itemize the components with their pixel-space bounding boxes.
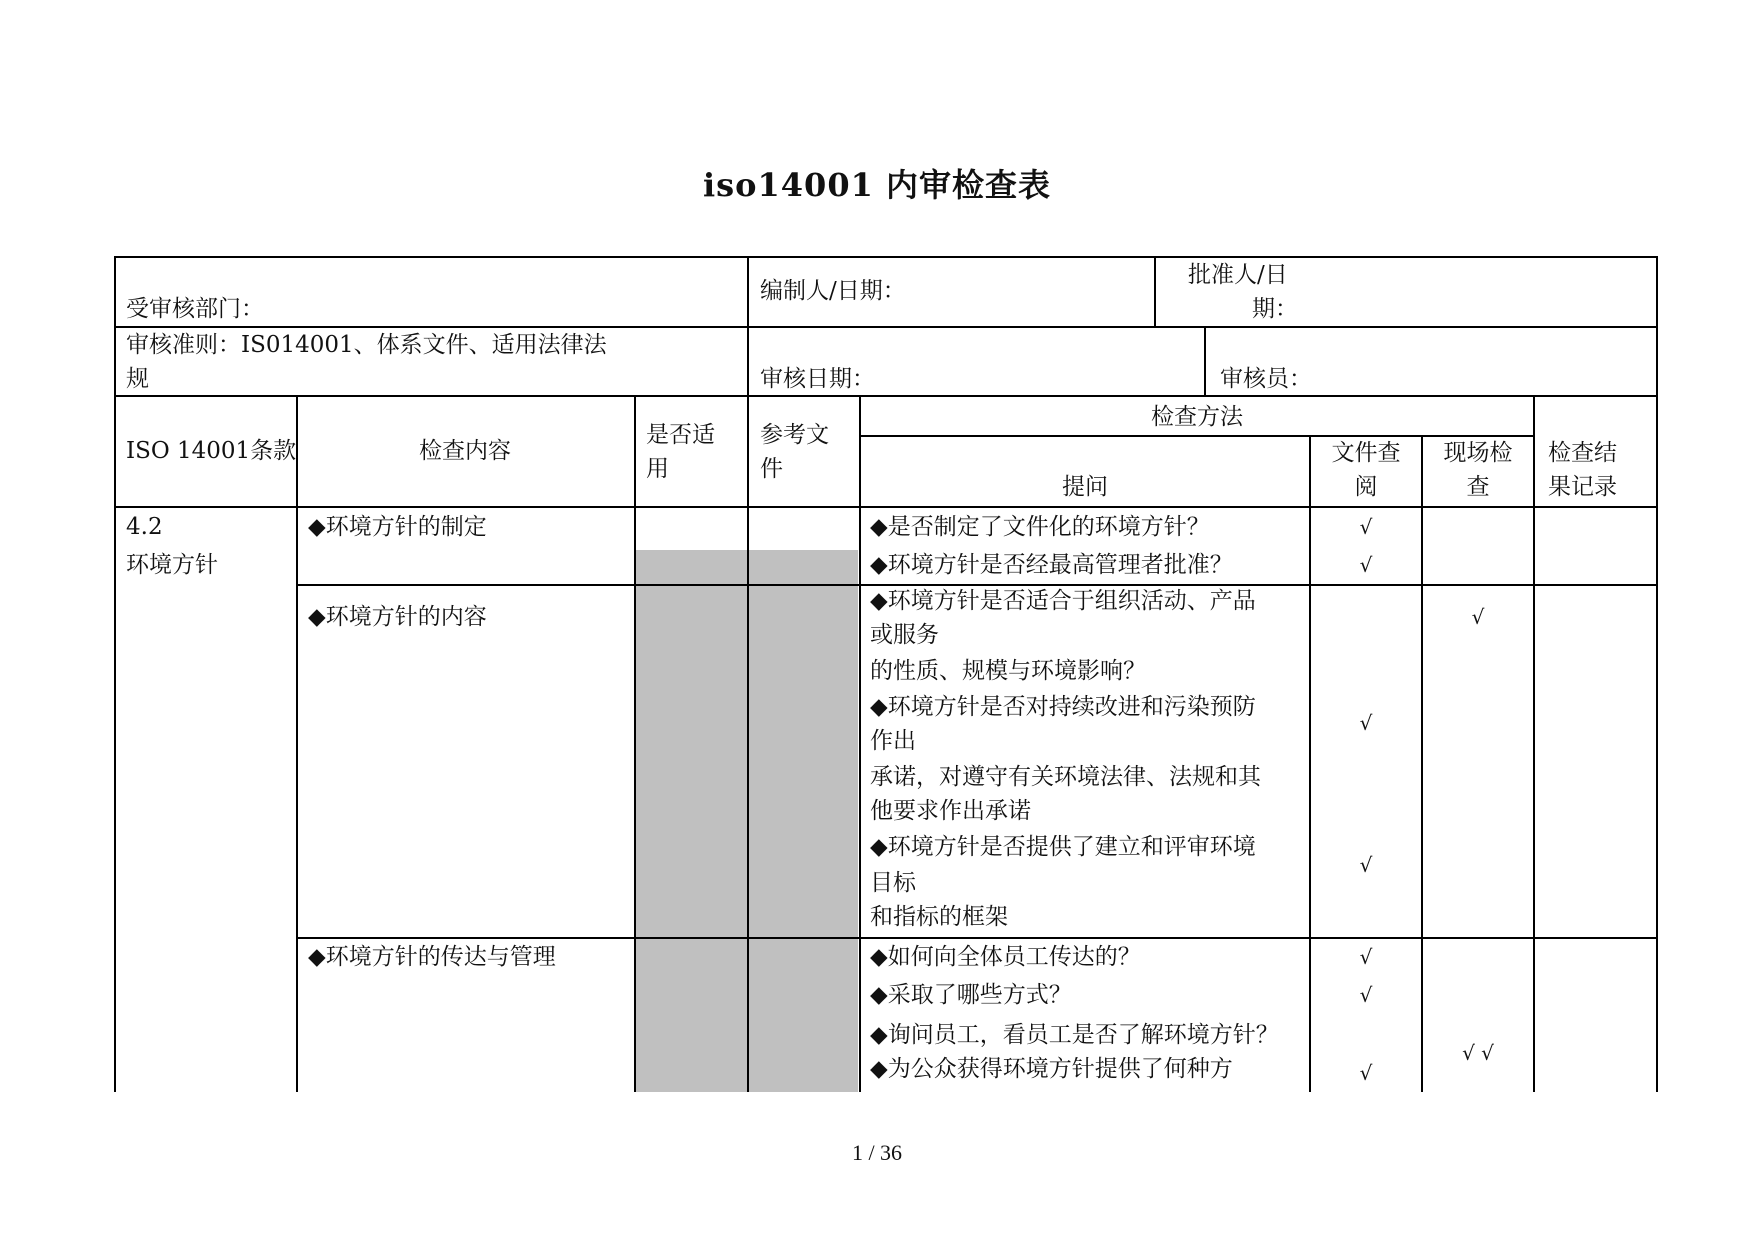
table-divider [1204, 326, 1206, 396]
question-text: ◆环境方针是否适合于组织活动、产品 [870, 588, 1256, 614]
clause-name: 环境方针 [126, 552, 218, 578]
doc-review-check: √ [1359, 983, 1373, 1007]
question-text: ◆是否制定了文件化的环境方针？ [870, 514, 1210, 540]
question-text: 他要求作出承诺 [870, 798, 1031, 824]
audit-date-label: 审核日期： [760, 366, 875, 392]
table-divider [747, 550, 749, 1092]
editor-label: 编制人/日期： [760, 278, 906, 304]
column-header-ref-doc: 参考文 [760, 422, 829, 448]
table-divider [747, 256, 749, 396]
column-header-applicable: 是否适 [646, 422, 715, 448]
dept-label: 受审核部门： [126, 296, 264, 322]
column-header-applicable: 用 [646, 456, 669, 482]
column-header-clause: ISO 14001条款 [126, 438, 297, 464]
question-text: ◆采取了哪些方式？ [870, 982, 1072, 1008]
site-check-mark: √ √ [1462, 1041, 1494, 1065]
column-header-question: 提问 [1062, 474, 1108, 500]
question-text: ◆询问员工，看员工是否了解环境方针？ [870, 1022, 1279, 1048]
table-border-right [1656, 256, 1658, 1092]
question-text: ◆如何向全体员工传达的？ [870, 944, 1141, 970]
check-content: ◆环境方针的传达与管理 [308, 944, 556, 970]
column-header-content: 检查内容 [419, 438, 511, 464]
table-border-top [114, 256, 1657, 258]
column-header-site-check: 查 [1466, 474, 1490, 500]
table-border-left [114, 256, 116, 1092]
column-header-method: 检查方法 [1151, 404, 1243, 430]
table-divider [296, 395, 298, 1092]
approver-label: 期： [1252, 296, 1298, 322]
criteria-label: 规 [126, 366, 149, 392]
doc-review-check: √ [1359, 853, 1373, 877]
auditor-label: 审核员： [1220, 366, 1312, 392]
page-number: 1 / 36 [851, 1140, 903, 1165]
criteria-label: 审核准则：IS014001、体系文件、适用法律法 [126, 332, 607, 358]
site-check-mark: √ [1471, 605, 1485, 629]
question-text: ◆为公众获得环境方针提供了何种方 [870, 1056, 1233, 1082]
column-header-ref-doc: 件 [760, 456, 783, 482]
column-header-doc-review: 阅 [1354, 474, 1378, 500]
doc-review-check: √ [1359, 515, 1373, 539]
table-divider [1154, 256, 1156, 327]
column-header-result: 检查结 [1548, 440, 1617, 466]
approver-label: 批准人/日 [1188, 262, 1288, 288]
question-text: 或服务 [870, 622, 939, 648]
doc-review-check: √ [1359, 553, 1373, 577]
page-title: iso14001 内审检查表 [703, 166, 1051, 204]
column-header-site-check: 现场检 [1443, 440, 1513, 466]
question-text: 承诺，对遵守有关环境法律、法规和其 [870, 764, 1261, 790]
table-divider [114, 506, 1657, 508]
question-text: 目标 [870, 870, 916, 896]
question-text: ◆环境方针是否对持续改进和污染预防 [870, 694, 1256, 720]
question-text: ◆环境方针是否提供了建立和评审环境 [870, 834, 1256, 860]
question-text: ◆环境方针是否经最高管理者批准？ [870, 552, 1233, 578]
question-text: 作出 [870, 728, 916, 754]
doc-review-check: √ [1359, 1061, 1373, 1085]
doc-review-check: √ [1359, 945, 1373, 969]
check-content: ◆环境方针的制定 [308, 514, 487, 540]
clause-number: 4.2 [126, 514, 163, 540]
check-content: ◆环境方针的内容 [308, 604, 487, 630]
table-divider [114, 395, 1657, 397]
column-header-result: 果记录 [1548, 474, 1617, 500]
question-text: 的性质、规模与环境影响？ [870, 658, 1146, 684]
doc-review-check: √ [1359, 711, 1373, 735]
table-divider [296, 937, 1657, 939]
column-header-doc-review: 文件查 [1331, 440, 1401, 466]
table-divider [1533, 395, 1535, 1092]
question-text: 和指标的框架 [870, 904, 1008, 930]
